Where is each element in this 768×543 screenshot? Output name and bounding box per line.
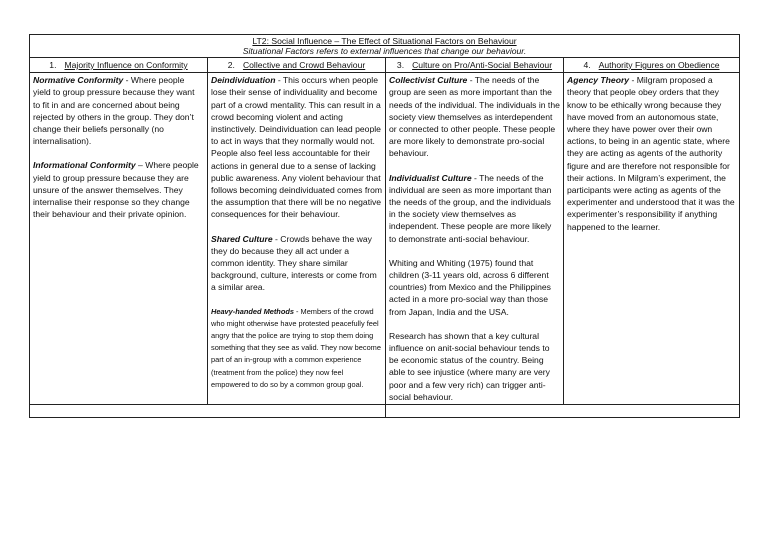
paragraph: Collectivist Culture - The needs of the group are seen as more important than the needs of the individual. The individuals in the society view themselves as interdependent or connected to other people. These people are more likely to demonstrate pro-social behaviour. — [389, 75, 560, 159]
paragraph: Shared Culture - Crowds behave the way they do because they all act under a common identity. They share similar background, culture, interests or come from a similar area. — [211, 233, 377, 293]
paragraph: Individualist Culture - The needs of the individual are seen as more important than the needs of the group, and the individuals in the society view themselves as independent. These people are more likely to demonstrate anti-social behaviour. — [389, 172, 552, 244]
empty-cell — [386, 405, 740, 418]
column-4-heading: 4. Authority Figures on Obedience — [564, 58, 740, 73]
paragraph: Informational Conformity – Where people yield to group pressure because they are unsure of the answer themselves. They internalise their response so they change their behaviour and their private opinion. — [33, 160, 199, 220]
header-cell — [30, 35, 740, 58]
paragraph: Research has shown that a key cultural influence on anit-social behaviour tends to be economic status of the country. Being able to see injustice (where many are very poor and a few very rich) can trigger anti-social behaviour. — [389, 330, 550, 402]
column-1-heading: 1. Majority Influence on Conformity — [30, 58, 208, 73]
column-2-body — [208, 73, 386, 405]
column-2-heading: 2. Collective and Crowd Behaviour — [208, 58, 386, 73]
paragraph: Heavy-handed Methods - Members of the crowd who might otherwise have protested peacefully feel angry that the police are trying to stop them doing something that they see as valid. They now become part of an in-group with a common experience (treatment from the police) they now feel empowered to do so by a common group goal. — [211, 306, 381, 389]
page-subtitle: Situational Factors refers to external influences that change our behaviour. — [242, 46, 527, 56]
worksheet — [29, 34, 739, 418]
empty-cell — [30, 405, 386, 418]
worksheet-table — [29, 34, 740, 418]
paragraph: Deindividuation - This occurs when people lose their sense of individuality and become part of a crowd mentality. This can result in a crowd becoming violent and acting instinctively. Deindividuation can lead people to act in ways that they normally would not. People also feel less accountable for their actions in general due to a sense of lacking public awareness. Any violent behaviour that follows becoming deindividuated comes from the assumption that there will be no negative consequences for their behaviour. — [211, 75, 383, 220]
column-3-heading: 3. Culture on Pro/Anti-Social Behaviour — [386, 58, 564, 73]
column-4-body — [564, 73, 740, 405]
paragraph: Whiting and Whiting (1975) found that children (3-11 years old, across 6 different countries) from Mexico and the Philippines acted in a more pro-social way than those from Japan, India and the USA. — [389, 257, 551, 317]
page-title: LT2: Social Influence – The Effect of Situational Factors on Behaviour — [252, 36, 517, 46]
paragraph: Agency Theory - Milgram proposed a theory that people obey orders that they know to be ethically wrong because they have moved from an autonomous state, where they have power over their own actions, to being in an agentic state, where they are acting as agents of the authority figure and are therefore not responsible for their actions. In Milgram’s experiment, the participants were acting as agents of the experimenter and understood that it was the experimenter’s responsibility if anything happened to the learner. — [567, 75, 735, 232]
paragraph: Normative Conformity - Where people yield to group pressure because they want to fit in and are concerned about being rejected by others in the group. They don’t change their beliefs personally (no internalisation). — [33, 75, 195, 147]
column-3-body — [386, 73, 564, 405]
column-1-body — [30, 73, 208, 405]
